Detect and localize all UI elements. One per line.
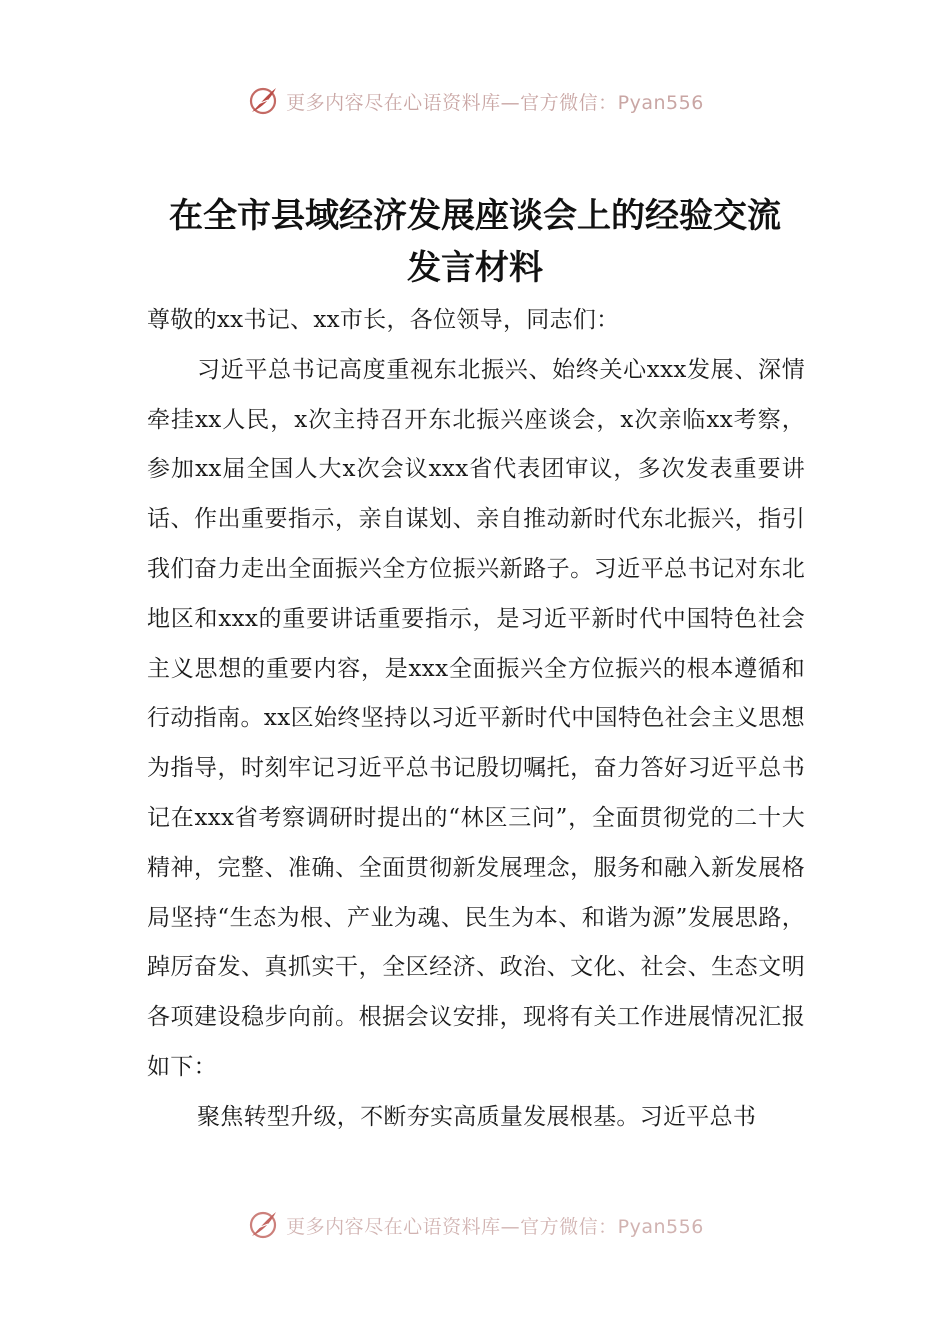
paragraph-2: 聚焦转型升级，不断夯实高质量发展根基。习近平总书 [197, 1103, 757, 1130]
document-title [140, 190, 810, 294]
feather-pen-logo-icon [246, 1208, 280, 1242]
document-title-line-1: 在全市县域经济发展座谈会上的经验交流 [169, 196, 781, 236]
paragraph-1: 习近平总书记高度重视东北振兴、始终关心xxx发展、深情牵挂xx人民，x次主持召开东北振兴座谈会，x次亲临xx考察，参加xx届全国人大x次会议xxx省代表团审议，多次发表重要讲话、作出重要指示，亲自谋划、亲自推动新时代东北振兴，指引我们奋力走出全面振兴全方位振兴新路子。习近平总书记对东北地区和xxx的重要讲话重要指示，是习近平新时代中国特色社会主义思想的重要内容，是xxx全面振兴全方位振兴的根本遵循和行动指南。xx区始终坚持以习近平新时代中国特色社会主义思想为指导，时刻牢记习近平总书记殷切嘱托，奋力答好习近平总书记在xxx省考察调研时提出的“林区三问”，全面贯彻党的二十大精神，完整、准确、全面贯彻新发展理念，服务和融入新发展格局坚持“生态为根、产业为魂、民生为本、和谐为源”发展思路，踔厉奋发、真抓实干，全区经济、政治、文化、社会、生态文明各项建设稳步向前。根据会议安排，现将有关工作进展情况汇报如下： [147, 356, 805, 1080]
header-banner [0, 84, 950, 118]
header-banner-text: 更多内容尽在心语资料库—官方微信：Pyan556 [286, 91, 704, 114]
feather-pen-logo-icon [246, 84, 280, 118]
footer-banner-text: 更多内容尽在心语资料库—官方微信：Pyan556 [286, 1215, 704, 1238]
footer-banner [0, 1208, 950, 1242]
document-title-line-2: 发言材料 [407, 248, 543, 288]
salutation: 尊敬的xx书记、xx市长，各位领导，同志们： [147, 307, 620, 333]
document-body [147, 296, 805, 1143]
